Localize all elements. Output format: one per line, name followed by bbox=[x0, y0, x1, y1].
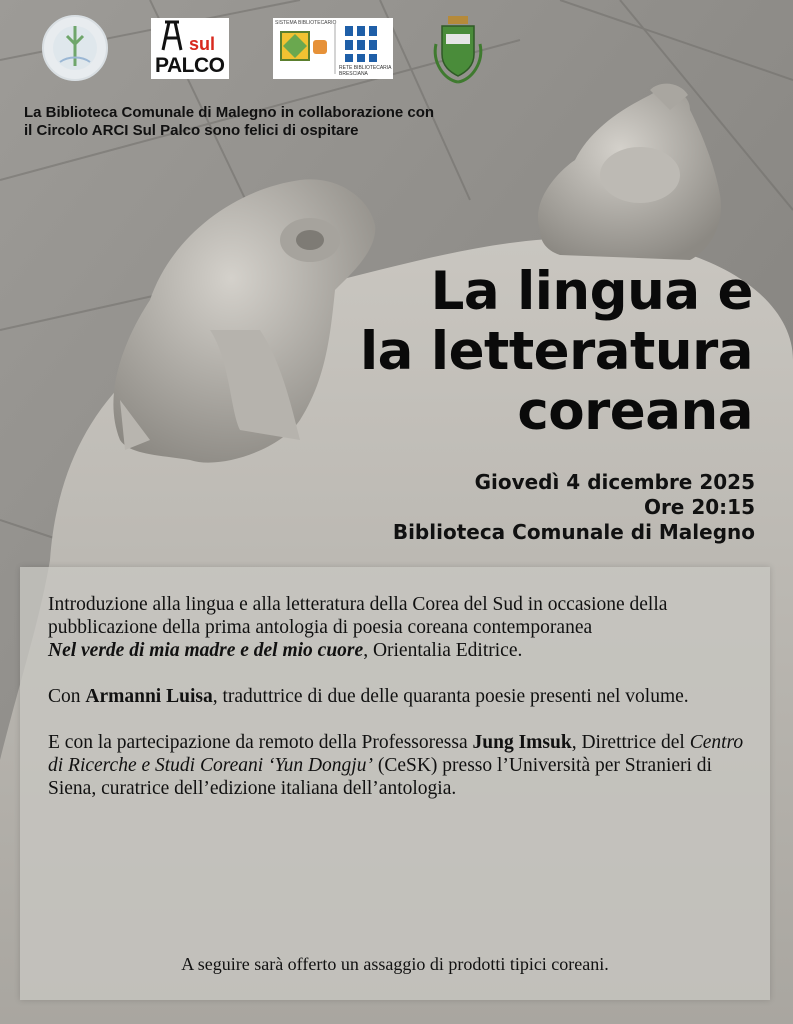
event-time: Ore 20:15 bbox=[643, 495, 755, 519]
sul-palco-top-text: sul bbox=[189, 34, 216, 54]
intro-line-2: il Circolo ARCI Sul Palco sono felici di ospitare bbox=[24, 122, 359, 139]
professor-text: (CeSK) presso l’Università per Stranieri di Siena, curatrice dell’edizione italiana dell’antologia. bbox=[48, 755, 712, 799]
title-line-3: coreana bbox=[517, 381, 753, 442]
professor-role: , Direttrice del bbox=[571, 732, 690, 753]
description-panel bbox=[20, 567, 770, 1000]
publisher-text: , Orientalia Editrice. bbox=[363, 640, 523, 661]
rete-caption: RETE BIBLIOTECARIA BRESCIANA bbox=[339, 65, 392, 77]
event-title bbox=[253, 262, 753, 442]
intro-line-1: La Biblioteca Comunale di Malegno in collaborazione con bbox=[24, 104, 435, 121]
paragraph-introduction bbox=[48, 593, 760, 662]
intro-text bbox=[24, 104, 564, 140]
research-centre-name: Centro di Ricerche e Studi Coreani ‘Yun Dongju’ bbox=[48, 732, 744, 776]
sul-palco-bottom-text: PALCO bbox=[155, 54, 225, 77]
translator-prefix: Con bbox=[48, 686, 86, 707]
translator-name: Armanni Luisa bbox=[85, 686, 213, 707]
translator-text: , traduttrice di due delle quaranta poesie presenti nel volume. bbox=[212, 686, 689, 707]
paragraph-translator bbox=[48, 685, 760, 708]
sistema-bibliotecario-logo bbox=[273, 18, 393, 79]
professor-prefix: E con la partecipazione da remoto della Professoressa bbox=[48, 732, 473, 753]
closing-note: A seguire sarà offerto un assaggio di prodotti tipici coreani. bbox=[181, 954, 609, 974]
event-date: Giovedì 4 dicembre 2025 bbox=[474, 470, 755, 494]
book-title: Nel verde di mia madre e del mio cuore bbox=[48, 640, 364, 661]
description-body bbox=[48, 593, 760, 823]
logos-row bbox=[0, 14, 793, 84]
introduction-text: Introduzione alla lingua e alla letteratura della Corea del Sud in occasione della pubblicazione della prima antologia di poesia coreana contemporanea bbox=[48, 594, 668, 638]
malegno-coat-of-arms bbox=[428, 14, 488, 86]
title-line-2: la letteratura bbox=[360, 321, 753, 382]
paragraph-professor bbox=[48, 731, 760, 800]
title-line-1: La lingua e bbox=[430, 261, 753, 322]
library-circle-logo bbox=[40, 14, 110, 82]
professor-name: Jung Imsuk bbox=[472, 732, 572, 753]
event-venue: Biblioteca Comunale di Malegno bbox=[392, 520, 755, 544]
sistema-caption: SISTEMA BIBLIOTECARIO bbox=[275, 20, 337, 26]
sul-palco-logo bbox=[151, 18, 229, 79]
event-info bbox=[255, 470, 755, 545]
